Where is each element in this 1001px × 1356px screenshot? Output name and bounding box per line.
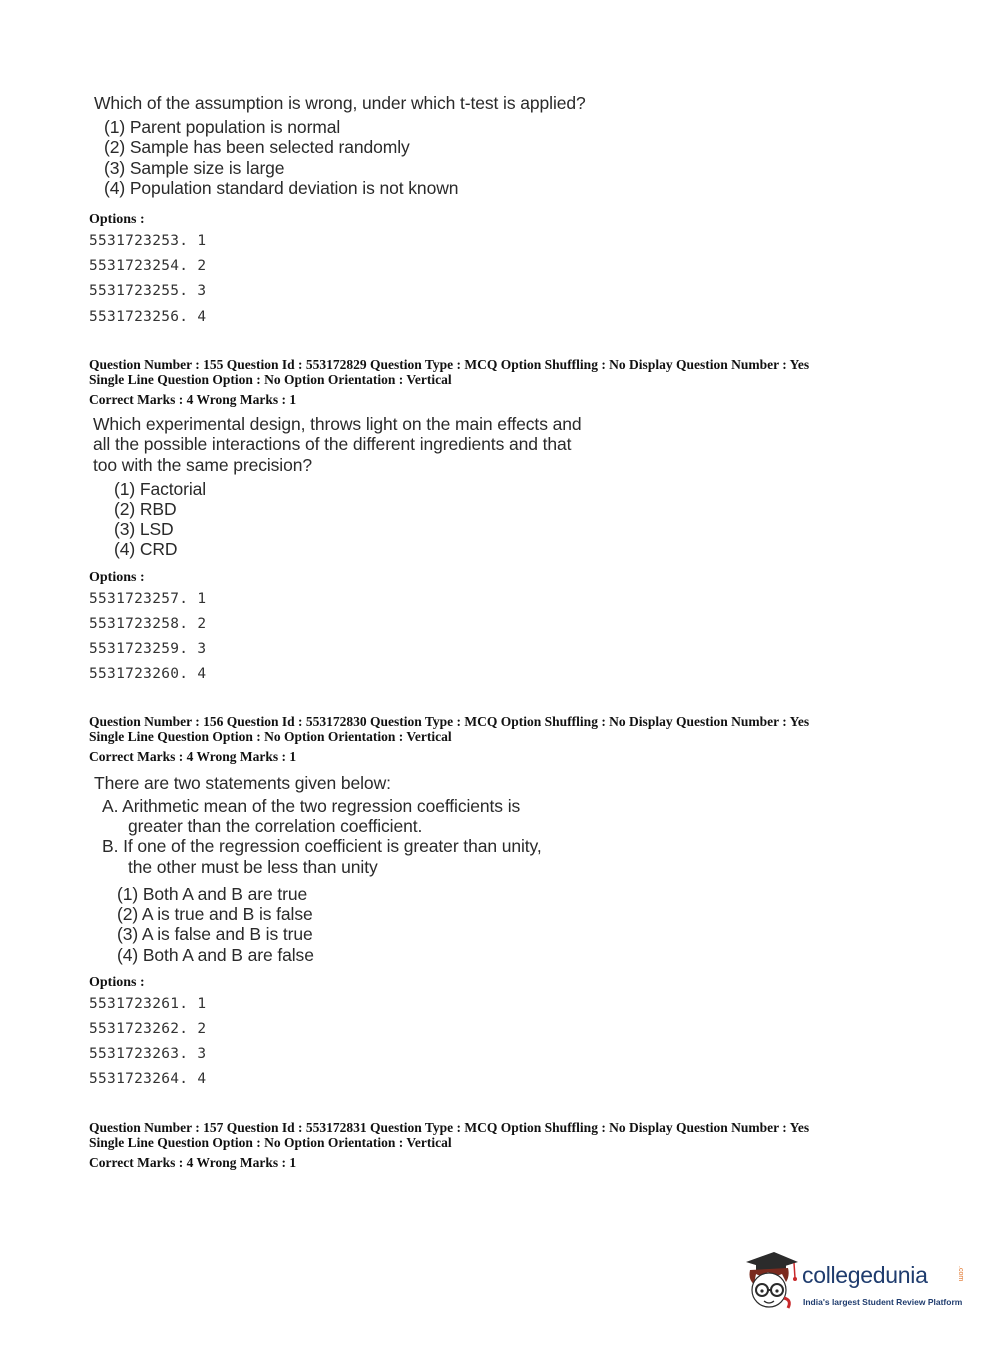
- answer-choice-3: (3) LSD: [114, 519, 174, 539]
- statement-b-cont: the other must be less than unity: [128, 857, 378, 877]
- answer-choice-4: (4) Both A and B are false: [117, 945, 314, 965]
- answer-choice-3: (3) Sample size is large: [104, 158, 285, 178]
- answer-choice-2: (2) A is true and B is false: [117, 904, 313, 924]
- options-label: Options :: [89, 975, 145, 990]
- question-marks: Correct Marks : 4 Wrong Marks : 1: [89, 749, 297, 764]
- statement-b: B. If one of the regression coefficient is greater than unity,: [102, 836, 542, 856]
- answer-choice-4: (4) CRD: [114, 539, 178, 559]
- question-stem-line: all the possible interactions of the different ingredients and that: [93, 434, 572, 454]
- option-id-row: 5531723261. 1: [89, 996, 207, 1012]
- answer-choice-2: (2) Sample has been selected randomly: [104, 137, 410, 157]
- logo-domain: .com: [957, 1266, 964, 1282]
- option-id-row: 5531723253. 1: [89, 233, 207, 249]
- option-id-row: 5531723264. 4: [89, 1071, 207, 1087]
- options-label: Options :: [89, 570, 145, 585]
- question-meta: Question Number : 155 Question Id : 553172829 Question Type : MCQ Option Shuffling : No Display Question Number : Yes: [89, 357, 810, 372]
- question-stem-line: Which of the assumption is wrong, under which t-test is applied?: [94, 93, 586, 113]
- question-stem-line: There are two statements given below:: [94, 773, 391, 793]
- logo-wordmark: collegedunia: [802, 1262, 928, 1288]
- question-stem-line: Which experimental design, throws light on the main effects and: [93, 414, 582, 434]
- logo-tagline: India's largest Student Review Platform: [803, 1297, 963, 1307]
- option-id-row: 5531723258. 2: [89, 616, 207, 632]
- question-stem-line: too with the same precision?: [93, 455, 312, 475]
- answer-choice-3: (3) A is false and B is true: [117, 924, 313, 944]
- options-label: Options :: [89, 212, 145, 227]
- statement-a: A. Arithmetic mean of the two regression coefficients is: [102, 796, 521, 816]
- question-meta-line2: Single Line Question Option : No Option Orientation : Vertical: [89, 1135, 452, 1150]
- option-id-row: 5531723254. 2: [89, 258, 207, 274]
- option-id-row: 5531723262. 2: [89, 1021, 207, 1037]
- answer-choice-4: (4) Population standard deviation is not known: [104, 178, 459, 198]
- question-meta-line2: Single Line Question Option : No Option Orientation : Vertical: [89, 729, 452, 744]
- answer-choice-2: (2) RBD: [114, 499, 177, 519]
- question-marks: Correct Marks : 4 Wrong Marks : 1: [89, 1155, 297, 1170]
- option-id-row: 5531723255. 3: [89, 283, 207, 299]
- answer-choice-1: (1) Both A and B are true: [117, 884, 308, 904]
- answer-choice-1: (1) Factorial: [114, 479, 207, 499]
- option-id-row: 5531723260. 4: [89, 666, 207, 682]
- collegedunia-logo[interactable]: [740, 1248, 970, 1318]
- option-id-row: 5531723259. 3: [89, 641, 207, 657]
- question-marks: Correct Marks : 4 Wrong Marks : 1: [89, 392, 297, 407]
- option-id-row: 5531723263. 3: [89, 1046, 207, 1062]
- answer-choice-1: (1) Parent population is normal: [104, 117, 341, 137]
- statement-a-cont: greater than the correlation coefficient.: [128, 816, 423, 836]
- question-meta-line2: Single Line Question Option : No Option Orientation : Vertical: [89, 372, 452, 387]
- option-id-row: 5531723256. 4: [89, 309, 207, 325]
- mascot-graduate-icon: [740, 1248, 800, 1314]
- question-meta: Question Number : 157 Question Id : 553172831 Question Type : MCQ Option Shuffling : No Display Question Number : Yes: [89, 1120, 810, 1135]
- option-id-row: 5531723257. 1: [89, 591, 207, 607]
- question-meta: Question Number : 156 Question Id : 553172830 Question Type : MCQ Option Shuffling : No Display Question Number : Yes: [89, 714, 810, 729]
